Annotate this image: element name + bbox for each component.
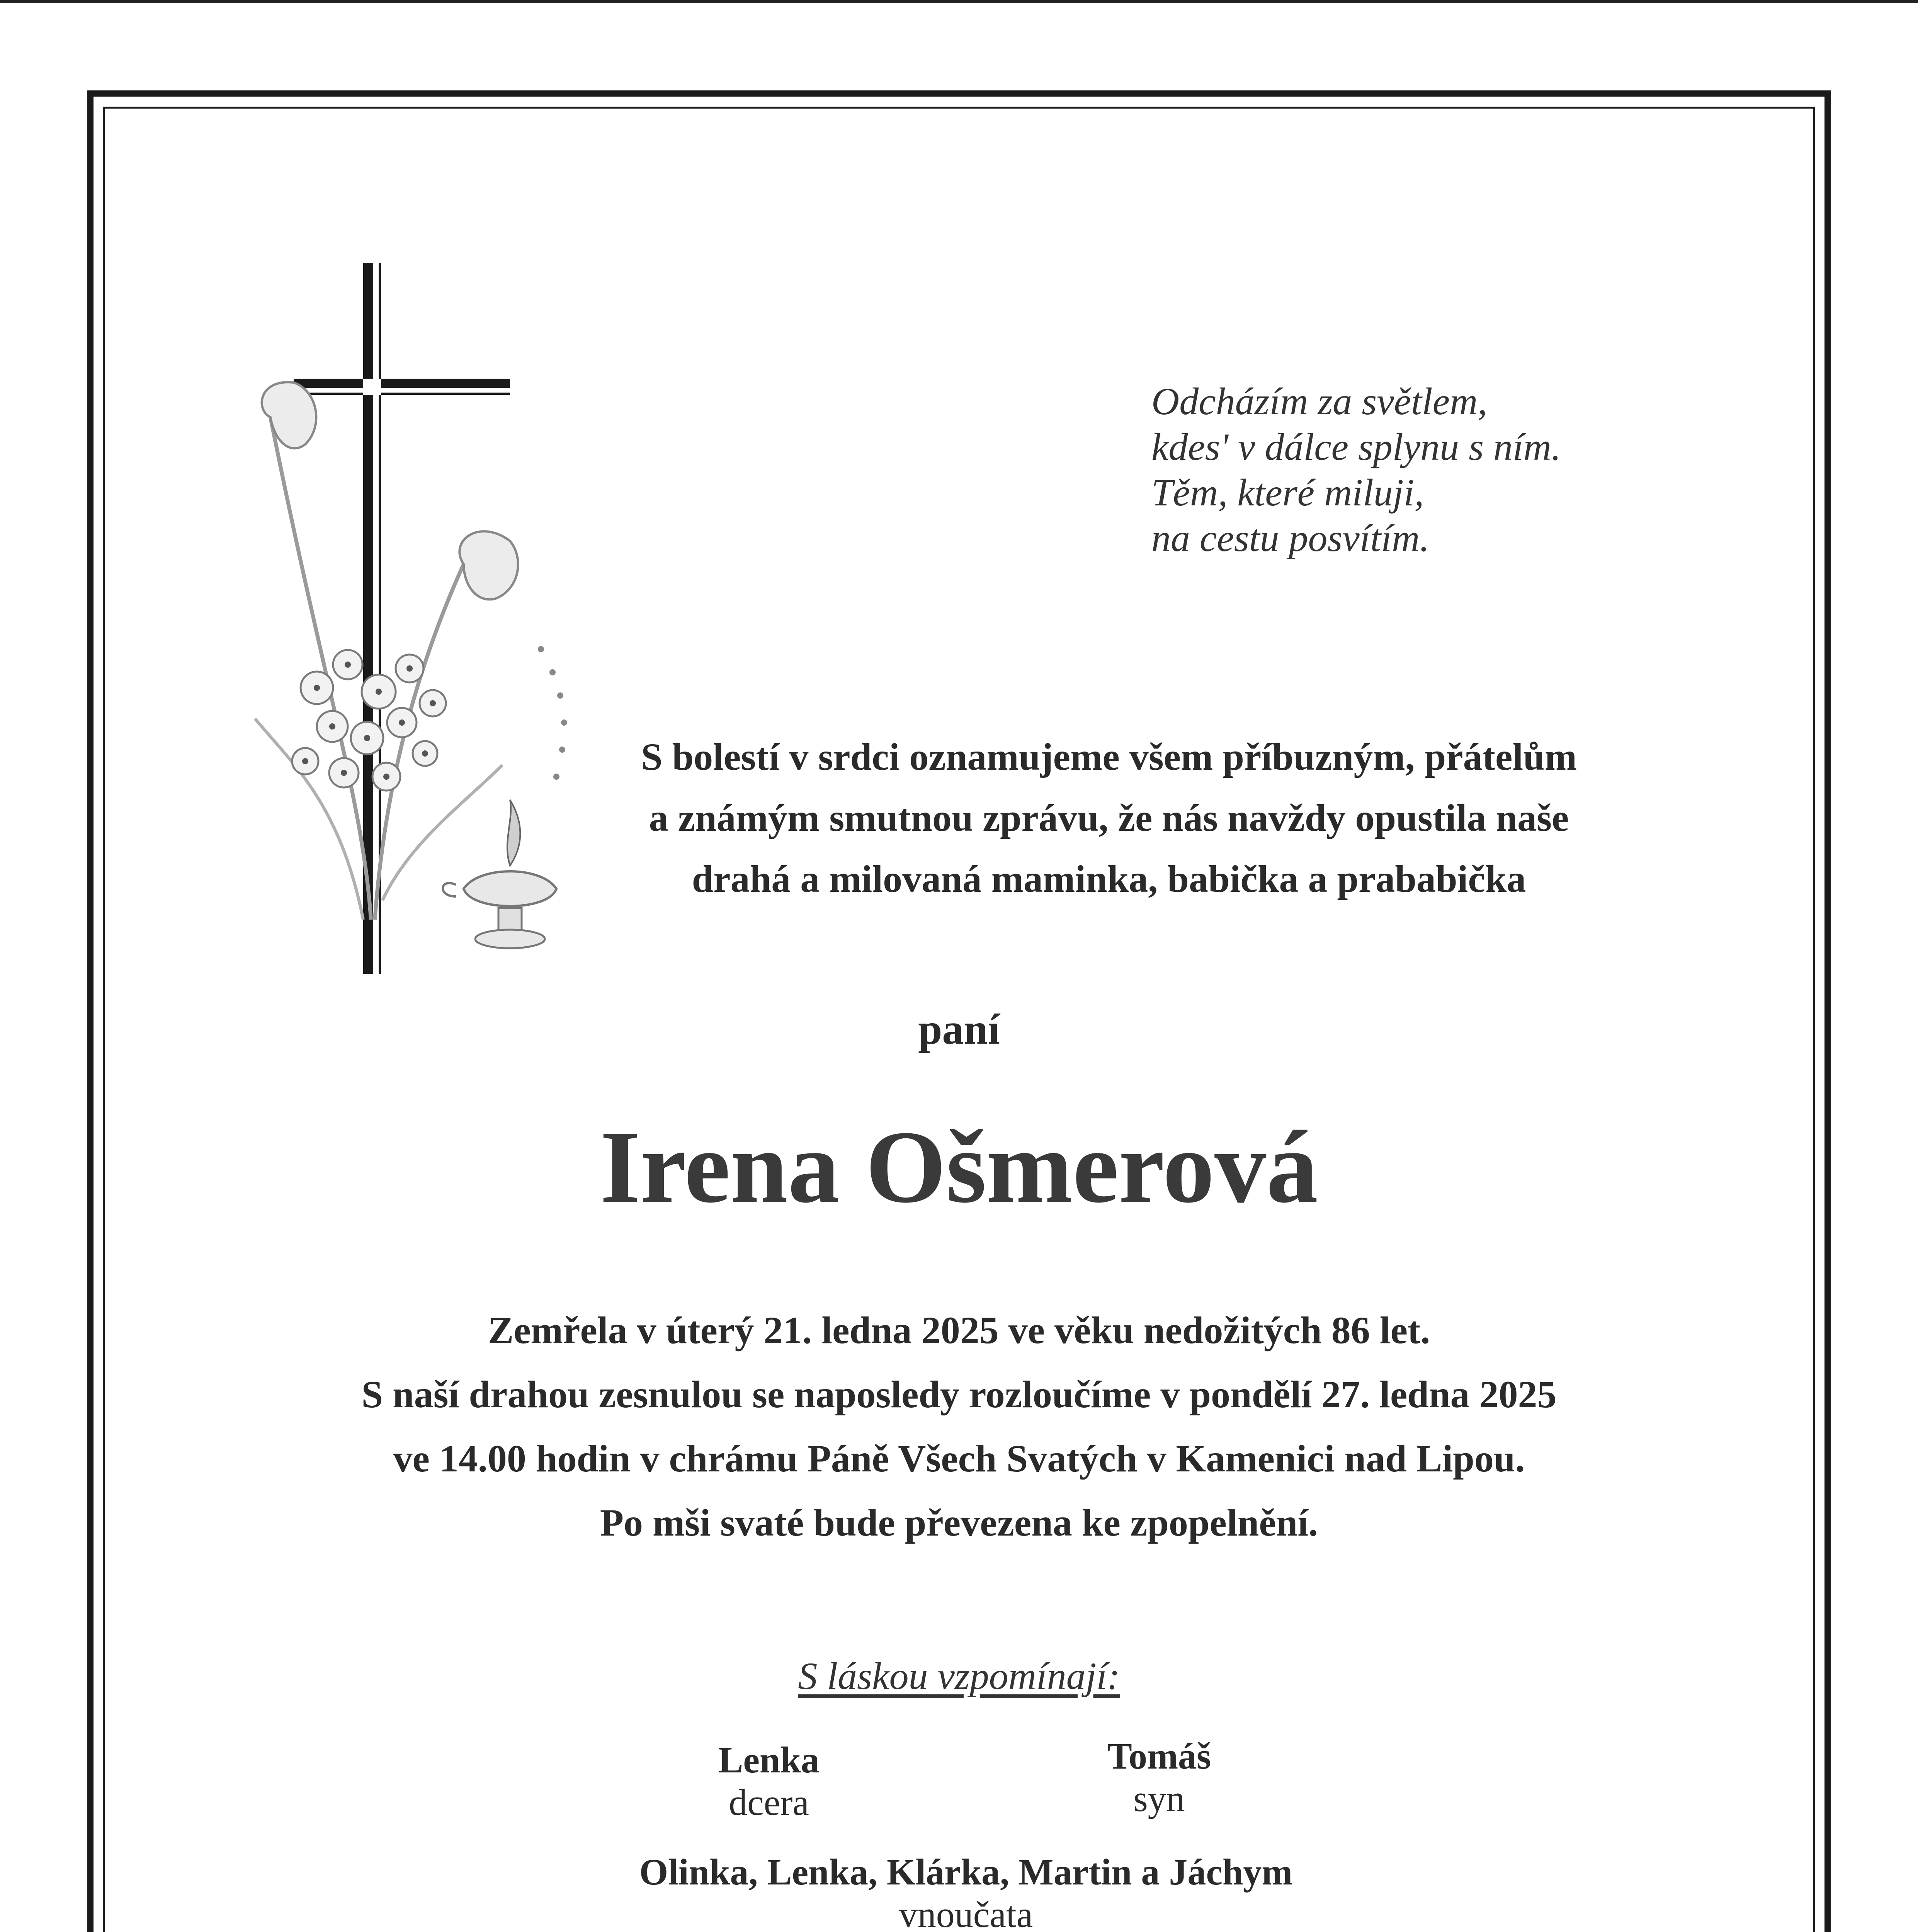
mourner-relation: vnoučata xyxy=(899,1894,1033,1932)
mourner-relation: dcera xyxy=(729,1782,809,1823)
poem-line: Těm, které miluji, xyxy=(1151,471,1424,514)
mourner-entry xyxy=(641,1739,896,1824)
poem-line: Odcházím za světlem, xyxy=(1151,380,1488,423)
mourner-relation: syn xyxy=(1133,1778,1185,1819)
mourner-entry xyxy=(1043,1735,1275,1820)
poem-line: kdes' v dálce splynu s ním. xyxy=(1151,425,1561,468)
intro-line: drahá a milovaná maminka, babička a prababička xyxy=(692,857,1526,900)
mourners-heading xyxy=(0,1654,1918,1698)
funeral-details xyxy=(0,1298,1918,1555)
details-line: Zemřela v úterý 21. ledna 2025 ve věku nedožitých 86 let. xyxy=(488,1309,1430,1352)
cross-with-lilies-icon xyxy=(247,263,603,981)
details-line: Po mši svaté bude převezena ke zpopelnění. xyxy=(600,1501,1318,1544)
mourner-entry xyxy=(502,1851,1430,1932)
poem-line: na cestu posvítím. xyxy=(1151,517,1430,560)
intro-line: a známým smutnou zprávu, že nás navždy opustila naše xyxy=(649,796,1569,839)
intro-line: S bolestí v srdci oznamujeme všem příbuzným, přátelům xyxy=(641,735,1577,778)
details-line: ve 14.00 hodin v chrámu Páně Všech Svatých v Kamenici nad Lipou. xyxy=(393,1437,1525,1480)
mourner-name: Tomáš xyxy=(1107,1735,1211,1777)
mourner-name: Olinka, Lenka, Klárka, Martin a Jáchym xyxy=(639,1851,1293,1893)
honorific: paní xyxy=(918,1005,1000,1053)
mourners-heading-text: S láskou vzpomínají: xyxy=(798,1655,1120,1697)
top-edge-line xyxy=(0,0,1918,3)
mourner-name: Lenka xyxy=(718,1739,820,1781)
details-line: S naší drahou zesnulou se naposledy rozloučíme v pondělí 27. ledna 2025 xyxy=(361,1373,1557,1416)
poem xyxy=(1151,379,1615,561)
deceased-name: Irena Ošmerová xyxy=(600,1109,1318,1224)
announcement-intro xyxy=(618,726,1600,910)
